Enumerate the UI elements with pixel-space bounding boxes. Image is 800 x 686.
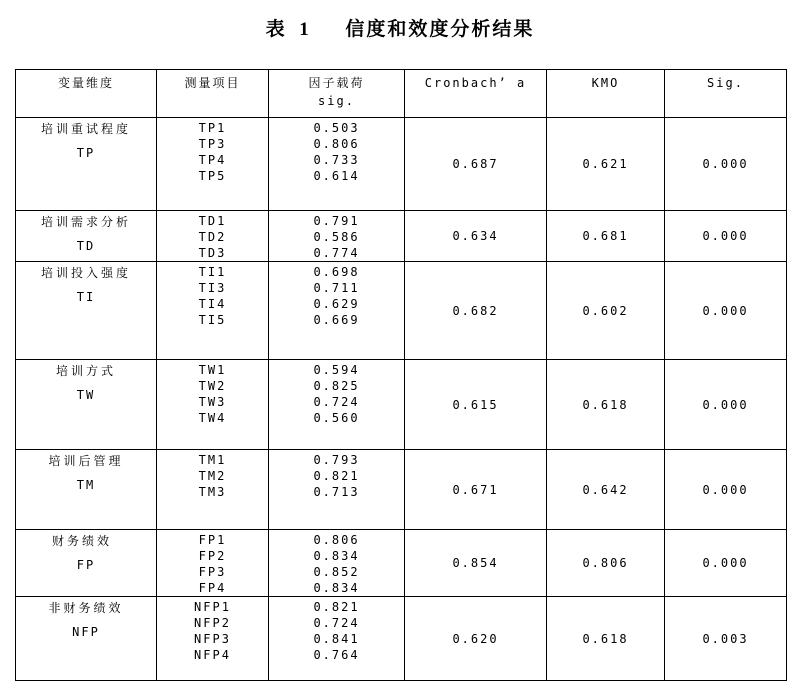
header-loading — [269, 70, 405, 118]
dimension-name: 培训需求分析 — [40, 215, 131, 229]
kmo-value: 0.642 — [547, 450, 665, 530]
dimension-name: 培训后管理 — [48, 454, 124, 468]
header-loading-sub: sig. — [318, 94, 355, 108]
items-cell — [157, 530, 269, 597]
loadings-cell — [269, 211, 405, 262]
table-row — [16, 118, 787, 211]
loadings-cell — [269, 360, 405, 450]
dimension-name: 培训重试程度 — [40, 122, 131, 136]
table-row — [16, 450, 787, 530]
dimension-cell — [16, 211, 157, 262]
kmo-value: 0.681 — [547, 211, 665, 262]
cronbach-alpha-value: 0.687 — [405, 118, 547, 211]
factor-loadings: 0.821 0.724 0.841 0.764 — [313, 600, 360, 662]
sig-value: 0.000 — [665, 450, 787, 530]
factor-loadings: 0.594 0.825 0.724 0.560 — [313, 363, 360, 425]
table-row — [16, 360, 787, 450]
dimension-code: TD — [76, 239, 96, 253]
items-cell — [157, 118, 269, 211]
cronbach-alpha-value: 0.682 — [405, 262, 547, 360]
loadings-cell — [269, 530, 405, 597]
kmo-value: 0.602 — [547, 262, 665, 360]
header-loading-label: 因子载荷 — [308, 76, 365, 90]
cronbach-alpha-value: 0.620 — [405, 597, 547, 681]
loadings-cell — [269, 262, 405, 360]
factor-loadings: 0.793 0.821 0.713 — [313, 453, 360, 499]
loadings-cell — [269, 597, 405, 681]
dimension-name: 非财务绩效 — [48, 601, 124, 615]
sig-value: 0.000 — [665, 118, 787, 211]
header-item: 测量项目 — [157, 70, 269, 118]
cronbach-alpha-value: 0.671 — [405, 450, 547, 530]
measurement-items: NFP1 NFP2 NFP3 NFP4 — [194, 600, 231, 662]
items-cell — [157, 360, 269, 450]
dimension-cell — [16, 597, 157, 681]
table-row — [16, 262, 787, 360]
factor-loadings: 0.806 0.834 0.852 0.834 — [313, 533, 360, 595]
loadings-cell — [269, 450, 405, 530]
dimension-cell — [16, 450, 157, 530]
table-row — [16, 597, 787, 681]
sig-value: 0.003 — [665, 597, 787, 681]
reliability-validity-table — [15, 69, 787, 681]
dimension-code: TP — [76, 146, 96, 160]
dimension-code: TW — [76, 388, 96, 402]
sig-value: 0.000 — [665, 360, 787, 450]
items-cell — [157, 262, 269, 360]
factor-loadings: 0.698 0.711 0.629 0.669 — [313, 265, 360, 327]
kmo-value: 0.618 — [547, 360, 665, 450]
cronbach-alpha-value: 0.615 — [405, 360, 547, 450]
table-row — [16, 211, 787, 262]
table-body — [16, 118, 787, 681]
loadings-cell — [269, 118, 405, 211]
items-cell — [157, 450, 269, 530]
header-sig: Sig. — [665, 70, 787, 118]
dimension-name: 培训投入强度 — [40, 266, 131, 280]
measurement-items: TD1 TD2 TD3 — [198, 214, 227, 260]
items-cell — [157, 211, 269, 262]
dimension-name: 培训方式 — [55, 364, 116, 378]
dimension-cell — [16, 118, 157, 211]
kmo-value: 0.618 — [547, 597, 665, 681]
table-caption — [0, 14, 800, 41]
cronbach-alpha-value: 0.634 — [405, 211, 547, 262]
sig-value: 0.000 — [665, 530, 787, 597]
factor-loadings: 0.503 0.806 0.733 0.614 — [313, 121, 360, 183]
caption-number: 1 — [299, 19, 311, 40]
measurement-items: TW1 TW2 TW3 TW4 — [198, 363, 227, 425]
header-alpha: Cronbach’ a — [405, 70, 547, 118]
dimension-cell — [16, 530, 157, 597]
dimension-code: FP — [76, 558, 96, 572]
header-row — [16, 70, 787, 118]
measurement-items: TP1 TP3 TP4 TP5 — [198, 121, 227, 183]
kmo-value: 0.621 — [547, 118, 665, 211]
dimension-name: 财务绩效 — [52, 534, 113, 548]
dimension-cell — [16, 262, 157, 360]
table-row — [16, 530, 787, 597]
cronbach-alpha-value: 0.854 — [405, 530, 547, 597]
header-dimension: 变量维度 — [16, 70, 157, 118]
items-cell — [157, 597, 269, 681]
caption-text: 信度和效度分析结果 — [345, 18, 535, 40]
dimension-cell — [16, 360, 157, 450]
header-kmo: KMO — [547, 70, 665, 118]
dimension-code: TM — [76, 478, 96, 492]
kmo-value: 0.806 — [547, 530, 665, 597]
sig-value: 0.000 — [665, 262, 787, 360]
dimension-code: NFP — [72, 625, 100, 639]
caption-label: 表 — [265, 18, 287, 40]
factor-loadings: 0.791 0.586 0.774 — [313, 214, 360, 260]
measurement-items: TM1 TM2 TM3 — [198, 453, 227, 499]
measurement-items: FP1 FP2 FP3 FP4 — [198, 533, 227, 595]
dimension-code: TI — [76, 290, 96, 304]
measurement-items: TI1 TI3 TI4 TI5 — [198, 265, 227, 327]
sig-value: 0.000 — [665, 211, 787, 262]
